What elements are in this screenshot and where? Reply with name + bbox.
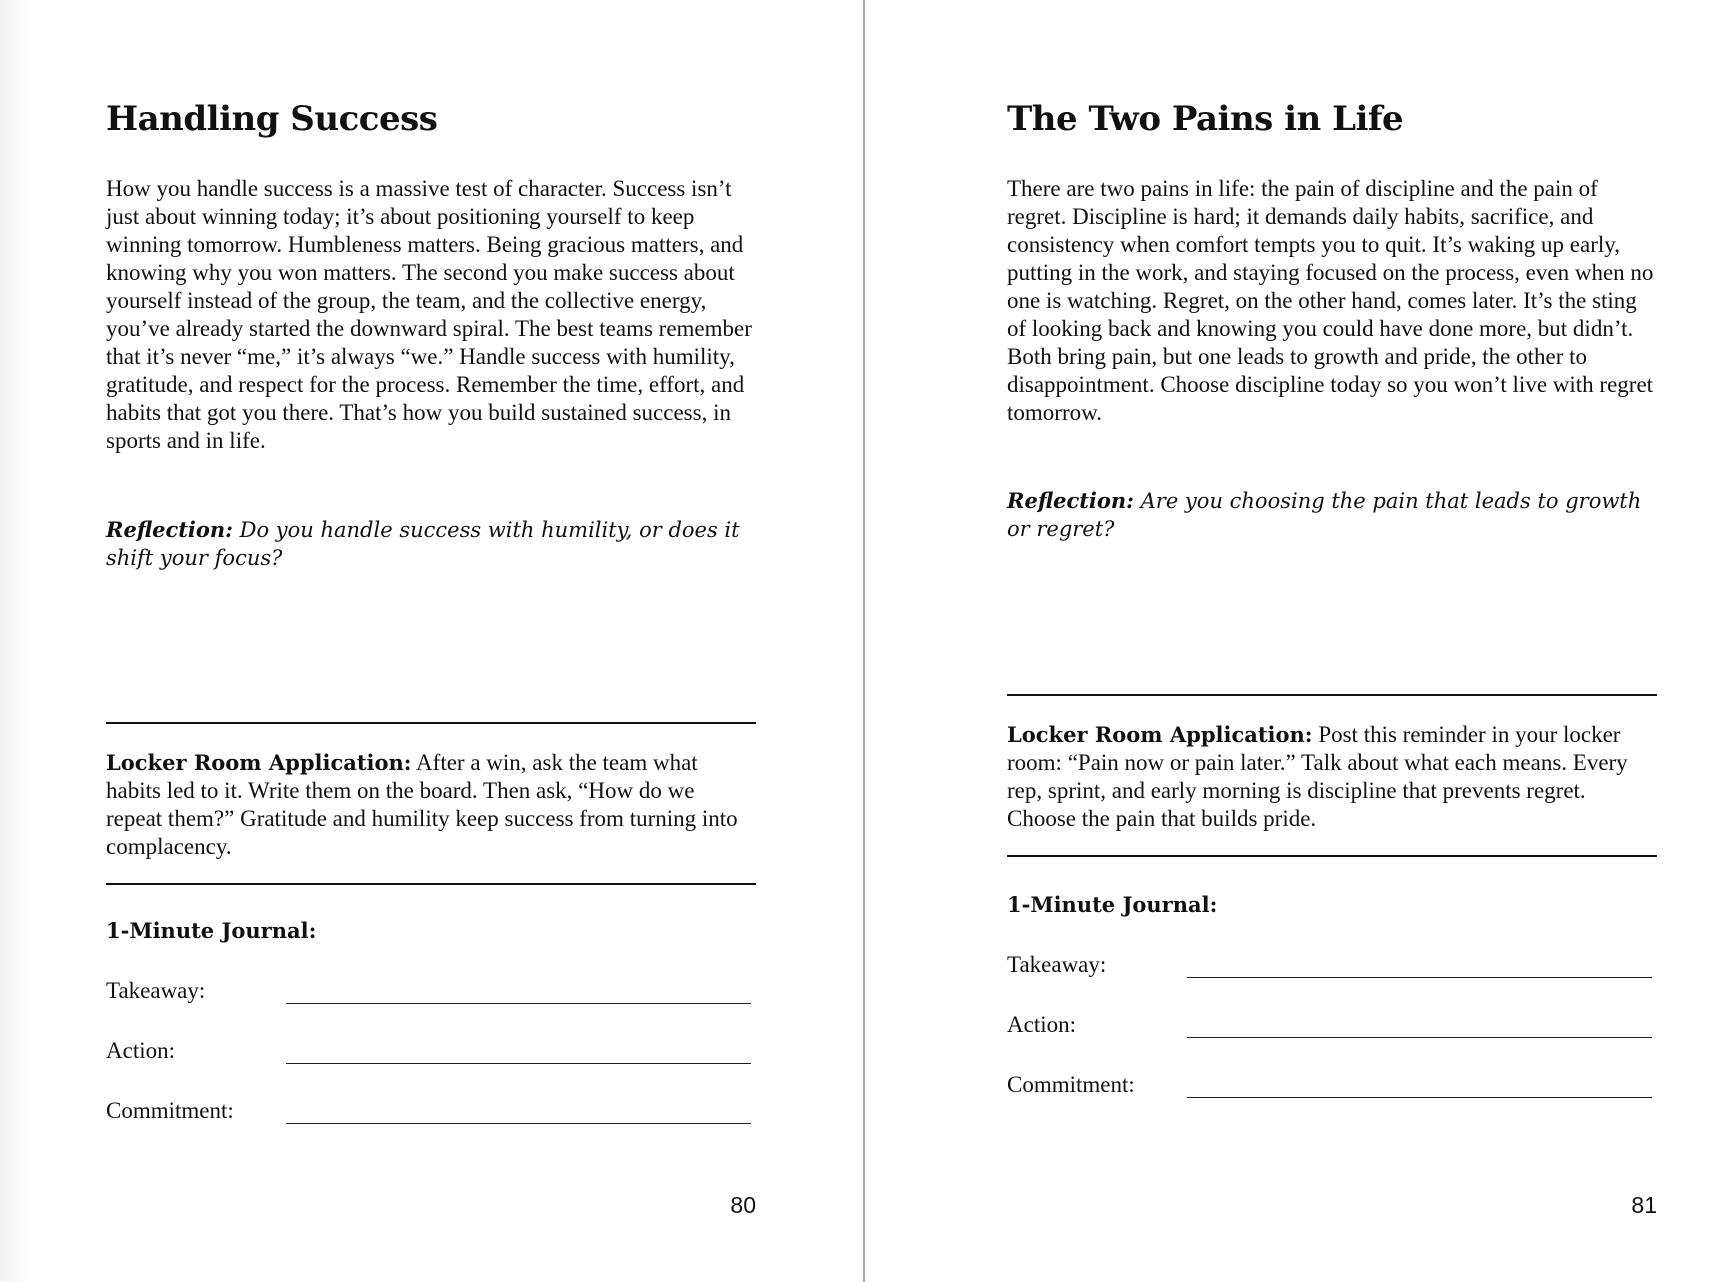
reflection-text: Do you handle success with humility, or does it shift your focus? [106,518,740,570]
right-page [1007,0,1657,1282]
commitment-write-line[interactable] [286,1123,751,1124]
left-page [106,0,756,1282]
locker-label: Locker Room Application: [106,750,412,775]
divider-bottom [106,883,756,885]
reflection-text: Are you choosing the pain that leads to growth or regret? [1007,489,1642,541]
journal-label-action: Action: [1007,1012,1076,1037]
takeaway-write-line[interactable] [286,1003,751,1004]
journal-label-commitment: Commitment: [1007,1072,1135,1097]
journal-label-takeaway: Takeaway: [1007,952,1107,977]
page-number: 80 [730,1192,756,1218]
body-paragraph: There are two pains in life: the pain of discipline and the pain of regret. Discipline is hard; it demands daily habits, sacrifice, and consistency when comfort tempts you to quit. It’s waking up early, putting in the work, and staying focused on the process, even when no one is watching. Regret, on the other hand, comes later. It’s the sting of looking back and knowing you could have done more, but didn’t. Both bring pain, but one leads to growth and pride, the other to disappointment. Choose discipline today so you won’t live with regret tomorrow. [1007,176,1654,425]
commitment-write-line[interactable] [1187,1097,1652,1098]
locker-room-application [1007,721,1657,833]
journal-label-commitment: Commitment: [106,1098,234,1123]
page-number: 81 [1631,1192,1657,1218]
locker-text: Post this reminder in your locker room: “Pain now or pain later.” Talk about what each means. Every rep, sprint, and early morning is discipline that prevents regret. Choose the pain that builds pride. [1007,722,1628,831]
divider-top [1007,694,1657,696]
action-write-line[interactable] [286,1063,751,1064]
journal-label-takeaway: Takeaway: [106,978,206,1003]
reflection-label: Reflection: [106,517,233,542]
page-title: The Two Pains in Life [1007,99,1404,139]
divider-top [106,722,756,724]
reflection [106,516,756,572]
takeaway-write-line[interactable] [1187,977,1652,978]
reflection [1007,487,1657,543]
locker-label: Locker Room Application: [1007,722,1313,747]
page-title: Handling Success [106,99,438,139]
action-write-line[interactable] [1187,1037,1652,1038]
divider-bottom [1007,855,1657,857]
locker-room-application [106,749,756,861]
page-edge-shadow [0,0,34,1282]
body-paragraph: How you handle success is a massive test of character. Success isn’t just about winning today; it’s about positioning yourself to keep winning tomorrow. Humbleness matters. Being gracious matters, and knowing why you won matters. The second you make success about yourself instead of the group, the team, and the collective energy, you’ve already started the downward spiral. The best teams remember that it’s never “me,” it’s always “we.” Handle success with humility, gratitude, and respect for the process. Remember the time, effort, and habits that got you there. That’s how you build sustained success, in sports and in life. [106,176,752,453]
locker-text: After a win, ask the team what habits led to it. Write them on the board. Then ask, “How do we repeat them?” Gratitude and humility keep success from turning into complacency. [106,750,738,859]
journal-label-action: Action: [106,1038,175,1063]
journal-heading: 1-Minute Journal: [106,918,317,943]
journal-heading: 1-Minute Journal: [1007,892,1218,917]
reflection-label: Reflection: [1007,488,1134,513]
book-gutter [863,0,865,1282]
